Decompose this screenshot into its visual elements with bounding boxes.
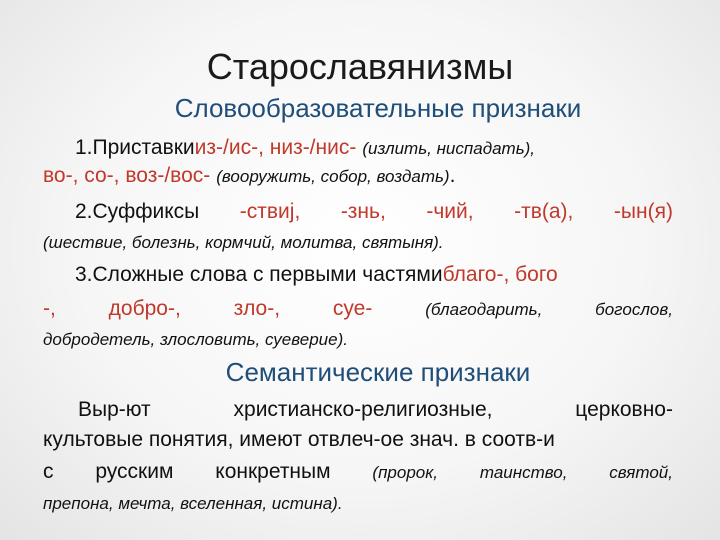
text-span: 1.Приставки <box>75 136 195 159</box>
suffix: -чий, <box>426 200 474 223</box>
example-words: (благодарить, <box>425 300 543 319</box>
example-words: (шествие, болезнь, кормчий, молитва, святыня). <box>43 233 444 252</box>
text-line <box>75 200 673 224</box>
text-span: 3.Сложные слова с первыми частями <box>75 263 443 286</box>
text-line <box>75 136 675 161</box>
prefix-examples: во-, со-, воз-/вос- <box>43 164 211 187</box>
compound-parts: благо-, бого <box>442 263 558 286</box>
text-span: русским <box>95 460 174 483</box>
example-words: богослов, <box>595 300 673 319</box>
text-span: . <box>449 164 456 187</box>
compound-parts: зло-, <box>233 297 281 320</box>
text-line <box>43 164 673 189</box>
example-words: таинство, <box>479 463 568 482</box>
example-words: (вооружить, собор, воздать) <box>216 167 450 186</box>
text-line <box>43 330 673 350</box>
text-line <box>75 263 675 287</box>
suffix: -знь, <box>340 200 386 223</box>
example-words: (излить, ниспадать), <box>362 139 536 158</box>
text-line <box>78 398 673 422</box>
text-span: с <box>43 460 54 483</box>
text-span: 2.Суффиксы <box>75 200 200 223</box>
suffix: -ын(я) <box>613 200 673 223</box>
text-line <box>43 297 673 322</box>
text-span: церковно- <box>575 398 673 421</box>
example-words: (пророк, <box>372 463 438 482</box>
text-span: Выр-ют <box>78 398 151 421</box>
example-words: препона, мечта, вселенная, истина). <box>43 494 343 513</box>
slide-title: Старославянизмы <box>206 46 514 87</box>
text-line <box>43 494 673 514</box>
prefix-examples: из-/ис-, низ-/нис- <box>194 136 357 159</box>
text-line <box>43 233 673 253</box>
text-line <box>43 460 673 485</box>
example-words: святой, <box>609 463 673 482</box>
text-span: культовые понятия, имеют отвлеч-ое знач. в соотв-и <box>43 428 555 451</box>
suffix: -ствиј, <box>239 200 301 223</box>
text-span: христианско-религиозные, <box>233 398 493 421</box>
compound-parts: суе- <box>332 297 373 320</box>
heading-word-formation: Словообразовательные признаки <box>174 93 582 123</box>
example-words: добродетель, злословить, суеверие). <box>43 330 348 349</box>
heading-semantic: Семантические признаки <box>225 357 531 387</box>
suffix: -тв(а), <box>514 200 574 223</box>
text-span: конкретным <box>215 460 331 483</box>
text-line <box>43 428 673 452</box>
compound-parts: -, <box>43 297 56 320</box>
compound-parts: добро-, <box>108 297 181 320</box>
